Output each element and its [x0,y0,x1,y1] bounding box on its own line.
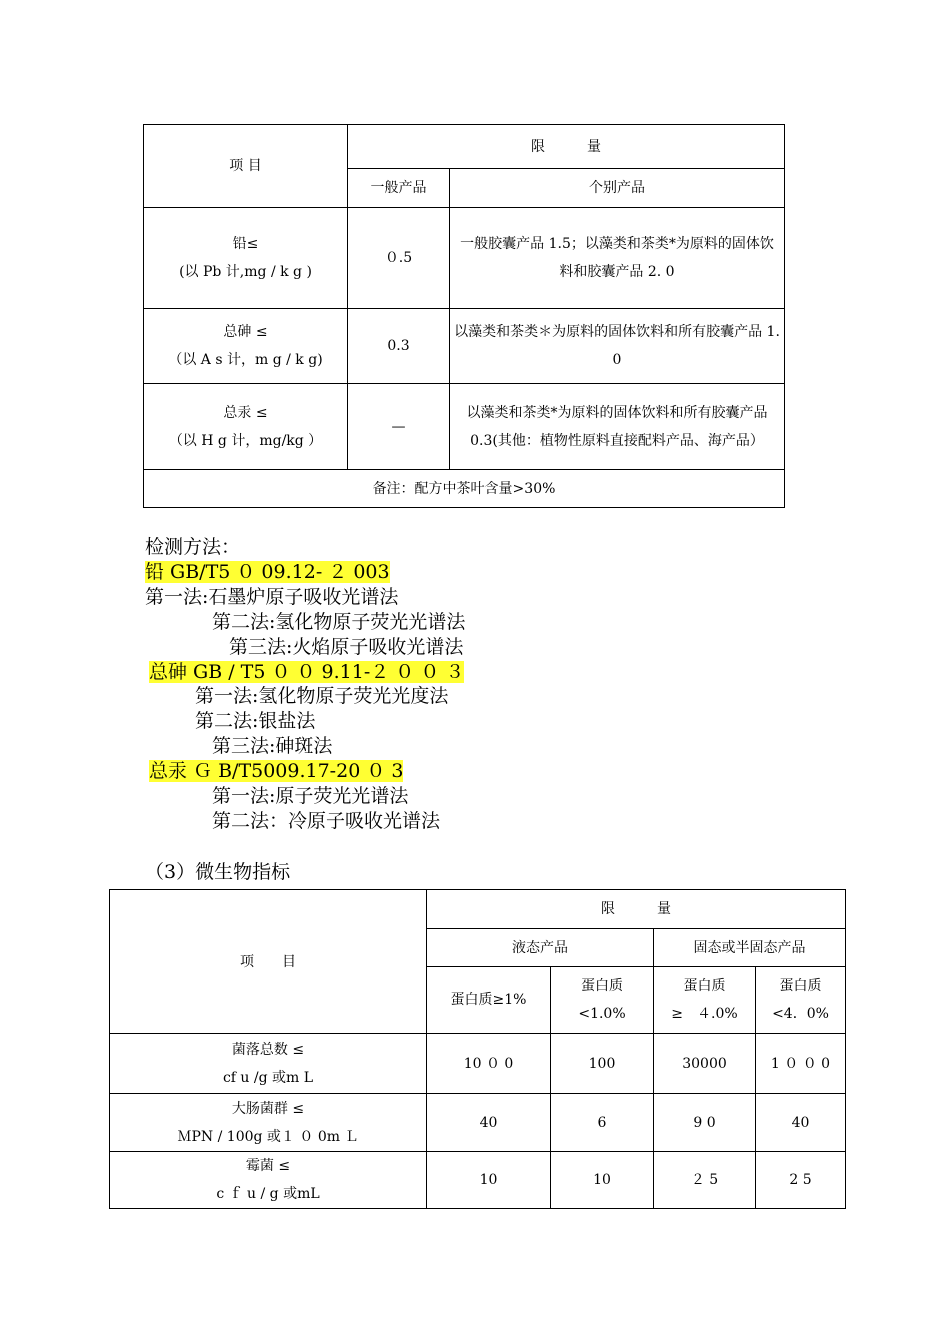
header-general: 一般产品 [348,169,450,208]
row-value: 30000 [654,1034,756,1094]
detection-methods [145,535,465,834]
header-item: 项 目 [144,125,348,208]
header-limit: 限 量 [348,125,785,169]
lead-method-2: 第二法:氢化物原子荧光光谱法 [212,610,466,633]
table-row [144,384,785,470]
arsenic-method-1: 第一法:氢化物原子荧光光度法 [195,685,449,708]
row-value: 6 [551,1094,654,1152]
row-item: 大肠菌群 ≤ ＭPN / 100g 或１ ０ 0m Ｌ [110,1094,427,1152]
row-value: 2 5 [756,1152,846,1209]
row-value: ２ 5 [654,1152,756,1209]
row-item: 菌落总数 ≤ cf u /g 或m L [110,1034,427,1094]
header-liquid: 液态产品 [427,929,654,967]
row-item: 铅≤ (以 Pb 计,mg / k g ) [144,208,348,309]
row-general: 0.3 [348,309,450,384]
header-solid: 固态或半固态产品 [654,929,846,967]
heavy-metal-limit-table [143,124,785,508]
row-value: 10 [427,1152,551,1209]
header-protein-1: 蛋白质≥1% [427,967,551,1034]
header-item: 项 目 [110,890,427,1034]
row-value: 100 [551,1034,654,1094]
table-row [110,1034,846,1094]
mercury-standard: 总汞 Ｇ B/T5009.17-20 ０ 3 [149,760,404,783]
header-protein-2: 蛋白质 <1.0% [551,967,654,1034]
row-specific: 以藻类和茶类＊为原料的固体饮料和所有胶囊产品 1. 0 [450,309,785,384]
mercury-method-1: 第一法:原子荧光光谱法 [212,785,409,808]
mercury-method-2: 第二法：冷原子吸收光谱法 [212,809,441,832]
lead-method-1: 第一法:石墨炉原子吸收光谱法 [145,585,399,608]
row-value: 1 ０ ０ 0 [756,1034,846,1094]
section-title: （3）微生物指标 [145,861,291,883]
table-row [144,309,785,384]
row-general: — [348,384,450,470]
row-value: 40 [427,1094,551,1152]
row-item: 霉菌 ≤ c ｆ u / g 或mL [110,1152,427,1209]
row-specific: 以藻类和茶类*为原料的固体饮料和所有胶囊产品 0.3(其他：植物性原料直接配料产品、海产品） [450,384,785,470]
row-item: 总汞 ≤ （以 H g 计，mg/kg ） [144,384,348,470]
table-row [144,208,785,309]
table-row [110,1152,846,1209]
row-item: 总砷 ≤ （以 A s 计，m g / k g) [144,309,348,384]
row-value: 10 ０ 0 [427,1034,551,1094]
table-note: 备注：配方中茶叶含量>30% [144,470,785,508]
header-limit: 限 量 [427,890,846,929]
header-specific: 个别产品 [450,169,785,208]
microbial-limit-table [109,889,846,1209]
row-value: 40 [756,1094,846,1152]
header-protein-4: 蛋白质 <4．0% [756,967,846,1034]
lead-method-3: 第三法:火焰原子吸收光谱法 [229,635,464,658]
row-specific: 一般胶囊产品 1.5；以藻类和茶类*为原料的固体饮料和胶囊产品 2. 0 [450,208,785,309]
methods-title: 检测方法： [145,536,241,558]
row-value: 10 [551,1152,654,1209]
header-protein-3: 蛋白质 ≥ ４.0% [654,967,756,1034]
arsenic-standard: 总砷 GB / T5 ０ ０ 9.11-２ ０ ０ ３ [149,660,465,683]
row-general: ０.5 [348,208,450,309]
table-row [110,1094,846,1152]
row-value: 9 0 [654,1094,756,1152]
lead-standard: 铅 GB/T5 ０ 09.12- ２ 003 [145,560,390,583]
arsenic-method-2: 第二法:银盐法 [195,710,316,733]
arsenic-method-3: 第三法:砷斑法 [212,735,333,758]
